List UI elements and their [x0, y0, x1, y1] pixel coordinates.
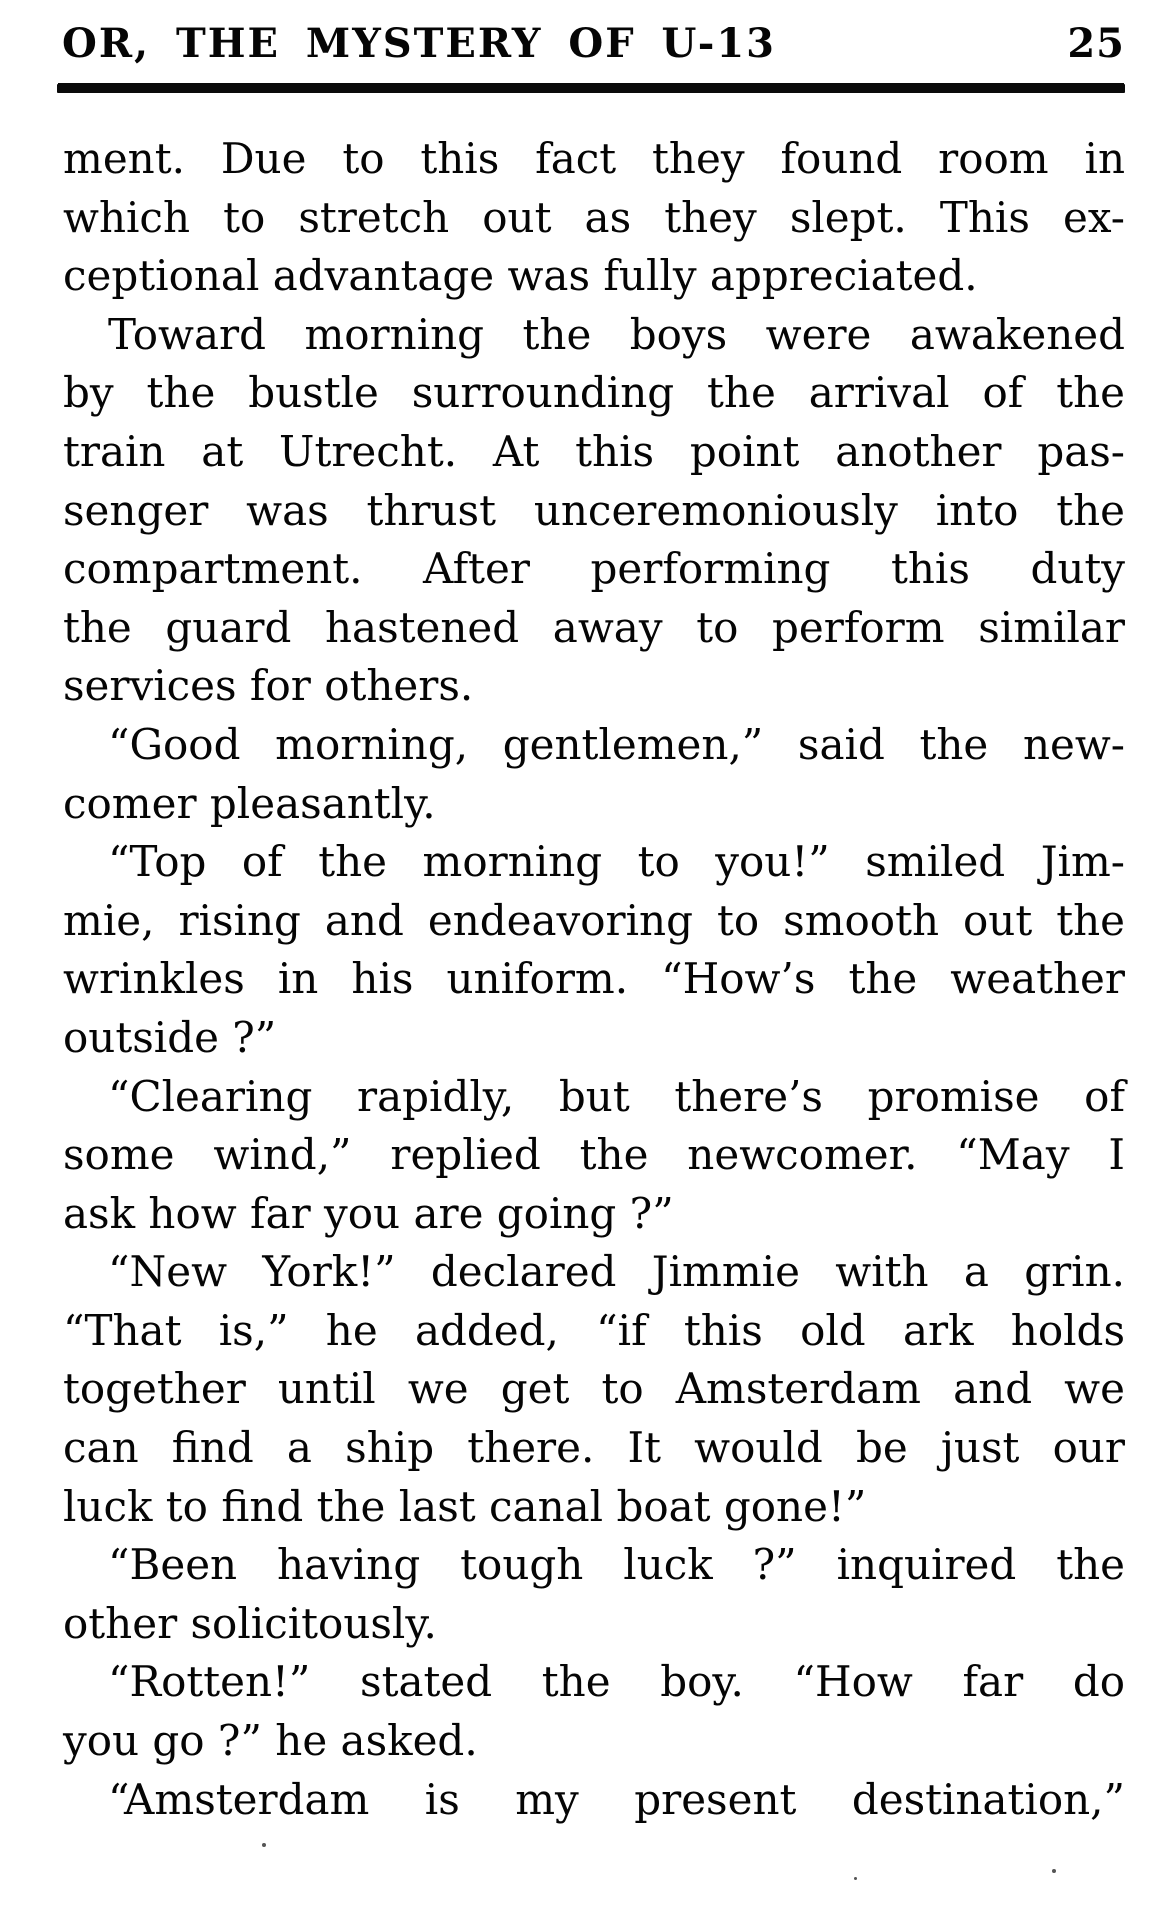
text-line: luck to find the last canal boat gone!”: [63, 1481, 867, 1531]
text-line: which to stretch out as they slept. This ex-: [63, 192, 1125, 242]
text-line: ceptional advantage was fully appreciated.: [63, 251, 978, 301]
text-line: ask how far you are going ?”: [63, 1188, 674, 1238]
text-line: “New York!” declared Jimmie with a grin.: [108, 1247, 1125, 1297]
text-line: “Rotten!” stated the boy. “How far do: [108, 1657, 1125, 1707]
running-title: OR, THE MYSTERY OF U-13: [62, 20, 776, 67]
text-line: “That is,” he added, “if this old ark holds: [63, 1305, 1125, 1355]
paragraph: [63, 1653, 1125, 1770]
text-line: “Clearing rapidly, but there’s promise of: [108, 1071, 1125, 1121]
text-line: “Amsterdam is my present destination,”: [108, 1774, 1125, 1824]
text-line: can find a ship there. It would be just our: [63, 1423, 1125, 1473]
text-line: Toward morning the boys were awakened: [108, 309, 1125, 359]
text-line: compartment. After performing this duty: [63, 544, 1125, 594]
text-line: “Top of the morning to you!” smiled Jim-: [108, 837, 1125, 887]
text-line: comer pleasantly.: [63, 778, 436, 828]
page-body: [63, 130, 1125, 1829]
text-line: other solicitously.: [63, 1598, 437, 1648]
text-line: train at Utrecht. At this point another pas-: [63, 426, 1125, 476]
text-line: some wind,” replied the newcomer. “May I: [63, 1130, 1125, 1180]
page-header: [62, 22, 1125, 66]
scan-speck: [262, 1843, 266, 1847]
paragraph: [63, 306, 1125, 716]
paragraph: [63, 1536, 1125, 1653]
scan-speck: [1052, 1869, 1056, 1873]
text-line: services for others.: [63, 661, 474, 711]
paragraph: [63, 1243, 1125, 1536]
paragraph: [63, 716, 1125, 833]
header-rule: [57, 84, 1125, 93]
paragraph: [63, 833, 1125, 1067]
page-number: 25: [1067, 20, 1125, 67]
text-line: ment. Due to this fact they found room in: [63, 134, 1125, 183]
text-line: outside ?”: [63, 1012, 277, 1062]
text-line: the guard hastened away to perform similar: [63, 602, 1125, 652]
paragraph: [63, 1068, 1125, 1244]
text-line: “Good morning, gentlemen,” said the new-: [108, 719, 1125, 769]
paragraph: [63, 130, 1125, 306]
text-line: senger was thrust unceremoniously into the: [63, 485, 1125, 535]
text-line: together until we get to Amsterdam and we: [63, 1364, 1125, 1414]
paragraph: [63, 1771, 1125, 1830]
text-line: by the bustle surrounding the arrival of the: [63, 368, 1125, 418]
text-line: mie, rising and endeavoring to smooth out the: [63, 895, 1125, 945]
text-line: “Been having tough luck ?” inquired the: [108, 1540, 1125, 1590]
text-line: wrinkles in his uniform. “How’s the weather: [63, 954, 1125, 1004]
text-line: you go ?” he asked.: [63, 1716, 478, 1766]
scan-speck: [854, 1877, 857, 1880]
